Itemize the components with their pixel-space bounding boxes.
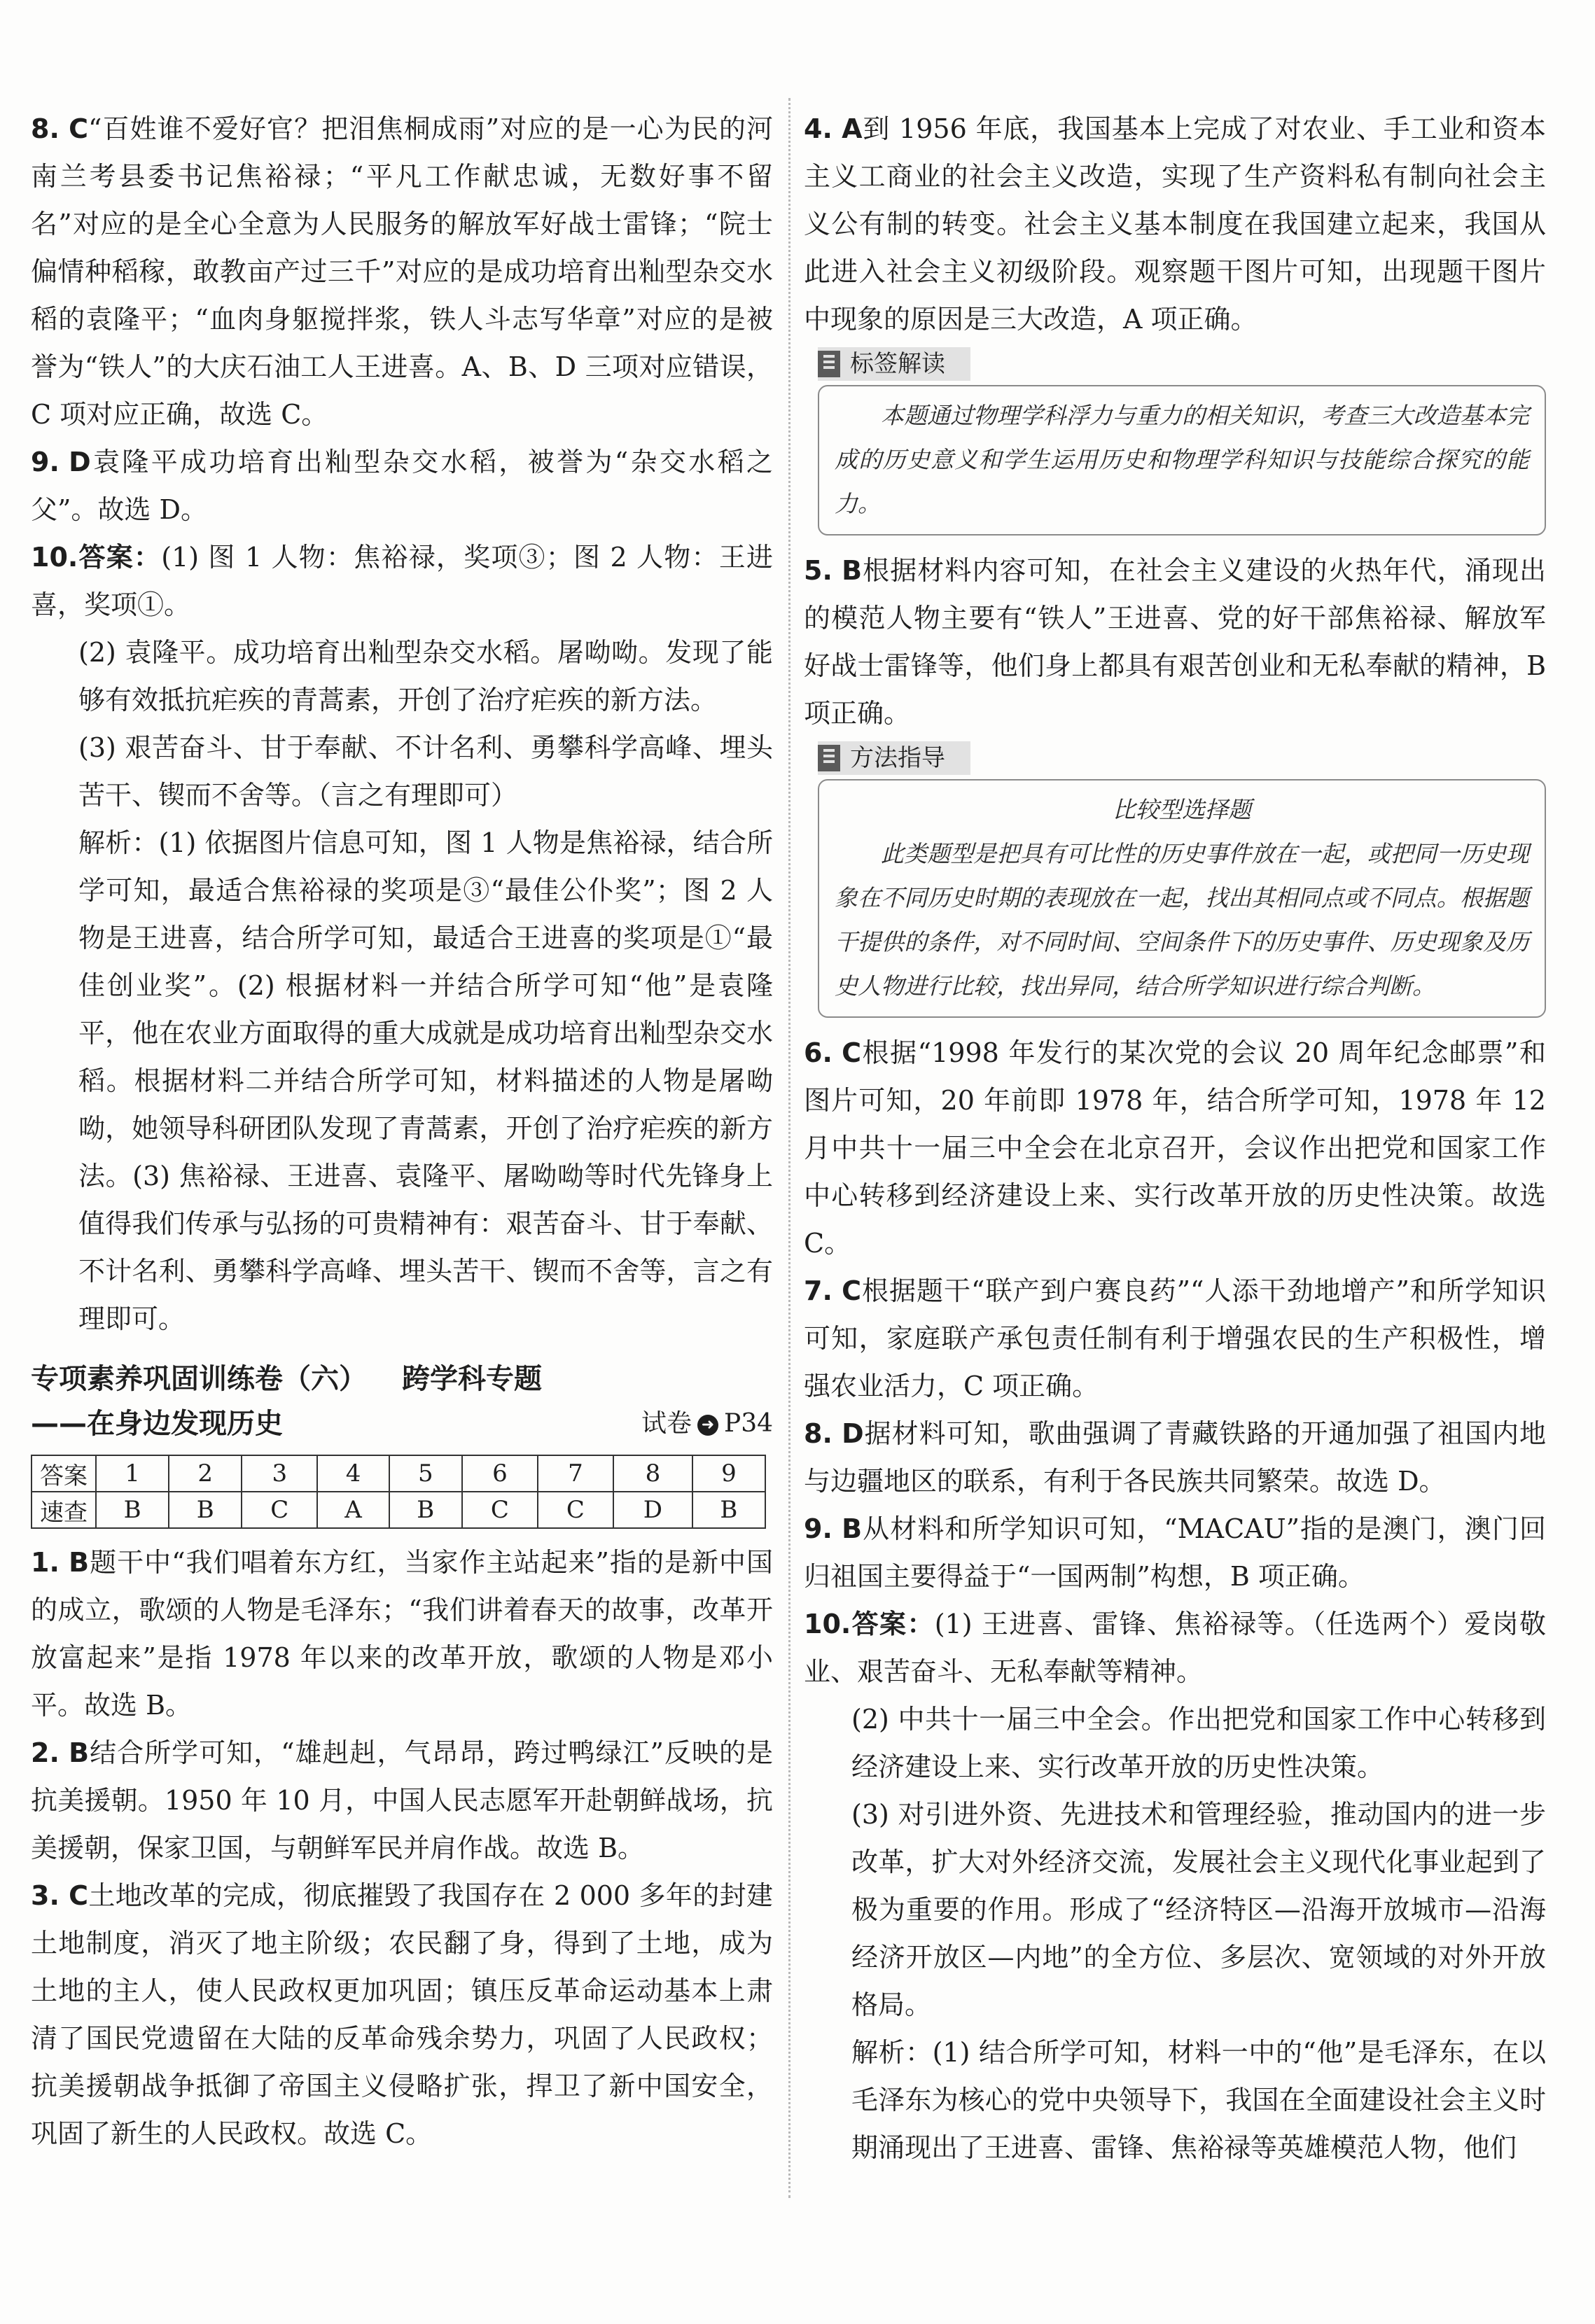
tag-box-content — [818, 385, 1546, 536]
item-number: 7. C — [804, 1275, 861, 1306]
item-number: 10. — [31, 542, 78, 573]
tag-label-text: 标签解读 — [850, 350, 945, 378]
item-number: 8. C — [31, 113, 88, 144]
analysis-text: (1) 结合所学可知，材料一中的“他”是毛泽东，在以毛泽东为核心的党中央领导下，我国在全面建设社会主义时期涌现出了王进喜、雷锋、焦裕禄等英雄模范人物，他们 — [851, 2037, 1546, 2163]
table-cell: 2 — [169, 1455, 242, 1492]
answer-item-7 — [804, 1267, 1546, 1410]
item-text: “百姓谁不爱好官？把泪焦桐成雨”对应的是一心为民的河南兰考县委书记焦裕禄；“平凡工作献忠诚，无数好事不留名”对应的是全心全意为人民服务的解放军好战士雷锋；“院士偏情种稻稼，敢教亩产过三千”对应的是成功培育出籼型杂交水稻的袁隆平；“血肉身躯搅拌浆，铁人斗志写华章”对应的是被誉为“铁人”的大庆石油工人王进喜。A、B、D 三项对应错误，C 项对应正确，故选 C。 — [31, 113, 773, 430]
answer-part-2: (2) 中共十一届三中全会。作出把党和国家工作中心转移到经济建设上来、实行改革开放的历史性决策。 — [851, 1704, 1546, 1782]
method-heading: 比较型选择题 — [1113, 796, 1251, 823]
item-text: 据材料可知，歌曲强调了青藏铁路的开通加强了祖国内地与边疆地区的联系，有利于各民族共同繁荣。故选 D。 — [804, 1418, 1546, 1497]
table-row — [32, 1455, 765, 1492]
item-number: 1. B — [31, 1547, 90, 1578]
answer-part-2: (2) 袁隆平。成功培育出籼型杂交水稻。屠呦呦。发现了能够有效抵抗疟疾的青蒿素，开创了治疗疟疾的新方法。 — [78, 637, 773, 715]
analysis — [804, 2029, 1546, 2171]
item-text: 土地改革的完成，彻底摧毁了我国存在 2 000 多年的封建土地制度，消灭了地主阶级；农民翻了身，得到了土地，成为土地的主人，使人民政权更加巩固；镇压反革命运动基本上肃清了国民党遗留在大陆的反革命残余势力，巩固了人民政权；抗美援朝战争抵御了帝国主义侵略扩张，捍卫了新中国安全，巩固了新生的人民政权。故选 C。 — [31, 1880, 773, 2149]
item-text: 根据材料内容可知，在社会主义建设的火热年代，涌现出的模范人物主要有“铁人”王进喜、党的好干部焦裕禄、解放军好战士雷锋等，他们身上都具有艰苦创业和无私奉献的精神，B 项正确。 — [804, 555, 1546, 729]
tag-label — [818, 347, 970, 381]
answer-part-3: (3) 艰苦奋斗、甘于奉献、不计名利、勇攀科学高峰、埋头苦干、锲而不舍等。（言之有理即可） — [78, 732, 773, 811]
item-number: 10. — [804, 1609, 851, 1639]
table-row — [32, 1492, 765, 1528]
answer-item-8 — [804, 1410, 1546, 1505]
tag-icon — [818, 745, 840, 771]
table-cell: C — [538, 1492, 613, 1528]
tag-box-text: 本题通过物理学科浮力与重力的相关知识，考查三大改造基本完成的历史意义和学生运用历史和物理学科知识与技能综合探究的能力。 — [835, 402, 1529, 517]
answer-item-8 — [31, 105, 773, 438]
item-number: 6. C — [804, 1037, 861, 1068]
table-cell: B — [389, 1492, 462, 1528]
item-text: 题干中“我们唱着东方红，当家作主站起来”指的是新中国的成立，歌颂的人物是毛泽东；“我们讲着春天的故事，改革开放富起来”是指 1978 年以来的改革开放，歌颂的人物是邓小平。故选 B。 — [31, 1547, 773, 1721]
answer-part-3: (3) 对引进外资、先进技术和管理经验，推动国内的进一步改革，扩大对外经济交流，发展社会主义现代化事业起到了极为重要的作用。形成了“经济特区—沿海开放城市—沿海经济开放区—内地”的全方位、多层次、宽领域的对外开放格局。 — [851, 1799, 1546, 2020]
method-text: 此类题型是把具有可比性的历史事件放在一起，或把同一历史现象在不同历史时期的表现放在一起，找出其相同点或不同点。根据题干提供的条件，对不同时间、空间条件下的历史事件、历史现象及历史人物进行比较，找出异同，结合所学知识进行综合判断。 — [835, 840, 1529, 1000]
reference-page: P34 — [723, 1409, 773, 1438]
item-number: 9. B — [804, 1513, 863, 1544]
left-column — [31, 105, 773, 2157]
item-number: 3. C — [31, 1880, 88, 1911]
answer-item-4 — [804, 105, 1546, 343]
item-number: 4. A — [804, 113, 863, 144]
table-cell: 7 — [538, 1455, 613, 1492]
tag-label-text: 方法指导 — [850, 744, 945, 772]
answer-label: 答案： — [851, 1609, 935, 1639]
tag-label — [818, 741, 970, 775]
section-title — [31, 1357, 773, 1401]
table-cell: 9 — [692, 1455, 765, 1492]
table-cell: 5 — [389, 1455, 462, 1492]
answer-item-2 — [31, 1729, 773, 1872]
item-text: 根据题干“联产到户赛良药”“人添干劲地增产”和所学知识可知，家庭联产承包责任制有利于增强农民的生产积极性，增强农业活力，C 项正确。 — [804, 1275, 1546, 1401]
right-column — [804, 105, 1546, 2171]
section-subtitle: ——在身边发现历史 — [31, 1408, 283, 1440]
analysis-label: 解析： — [851, 2037, 933, 2068]
table-cell: D — [613, 1492, 692, 1528]
column-divider — [788, 98, 790, 2198]
item-number: 9. D — [31, 447, 91, 477]
table-cell: A — [317, 1492, 389, 1528]
table-cell: B — [692, 1492, 765, 1528]
section-title-text: 专项素养巩固训练卷（六） — [31, 1363, 367, 1395]
analysis-label: 解析： — [78, 827, 159, 858]
analysis-text: (1) 依据图片信息可知，图 1 人物是焦裕禄，结合所学可知，最适合焦裕禄的奖项是③“最佳公仆奖”；图 2 人物是王进喜，结合所学可知，最适合王进喜的奖项是①“最佳创业奖”。(2) 根据材料一并结合所学可知“他”是袁隆平，他在农业方面取得的重大成就是成功培育出籼型杂交水稻。根据材料二并结合所学可知，材料描述的人物是屠呦呦，她领导科研团队发现了青蒿素，开创了治疗疟疾的新方法。(3) 焦裕禄、王进喜、袁隆平、屠呦呦等时代先锋身上值得我们传承与弘扬的可贵精神有：艰苦奋斗、甘于奉献、不计名利、勇攀科学高峰、埋头苦干、锲而不舍等，言之有理即可。 — [78, 827, 773, 1334]
answer-item-1 — [31, 1539, 773, 1729]
table-cell: 8 — [613, 1455, 692, 1492]
table-cell: B — [96, 1492, 169, 1528]
table-cell: 4 — [317, 1455, 389, 1492]
reference-label: 试卷 — [641, 1409, 692, 1438]
tag-icon — [818, 351, 840, 377]
answer-part-1: (1) 图 1 人物：焦裕禄，奖项③；图 2 人物：王进喜，奖项①。 — [31, 542, 773, 620]
analysis — [31, 819, 773, 1343]
item-text: 根据“1998 年发行的某次党的会议 20 周年纪念邮票”和图片可知，20 年前即 1978 年，结合所学可知，1978 年 12 月中共十一届三中全会在北京召开，会议作出把党和国家工作中心转移到经济建设上来、实行改革开放的历史性决策。故选 C。 — [804, 1037, 1546, 1259]
answer-item-9 — [804, 1505, 1546, 1600]
item-number: 5. B — [804, 555, 863, 586]
method-box-content — [818, 779, 1546, 1018]
section-topic: 跨学科专题 — [402, 1363, 542, 1395]
item-text: 结合所学可知，“雄赳赳，气昂昂，跨过鸭绿江”反映的是抗美援朝。1950 年 10 月，中国人民志愿军开赴朝鲜战场，抗美援朝，保家卫国，与朝鲜军民并肩作战。故选 B。 — [31, 1737, 773, 1863]
section-subtitle-row — [31, 1401, 773, 1446]
arrow-right-icon: ➜ — [697, 1415, 718, 1436]
table-header-cell: 速查 — [32, 1492, 96, 1528]
table-cell: 1 — [96, 1455, 169, 1492]
answer-item-5 — [804, 547, 1546, 737]
answer-quick-check-table — [31, 1455, 766, 1529]
paper-reference — [641, 1401, 773, 1446]
table-cell: C — [242, 1492, 317, 1528]
table-cell: C — [462, 1492, 538, 1528]
item-text: 袁隆平成功培育出籼型杂交水稻，被誉为“杂交水稻之父”。故选 D。 — [31, 447, 773, 525]
answer-item-10 — [804, 1600, 1546, 1695]
answer-item-3 — [31, 1872, 773, 2157]
answer-label: 答案： — [78, 542, 162, 573]
item-text: 从材料和所学知识可知，“MACAU”指的是澳门，澳门回归祖国主要得益于“一国两制”构想，B 项正确。 — [804, 1513, 1546, 1592]
answer-item-6 — [804, 1029, 1546, 1267]
answer-item-9 — [31, 438, 773, 533]
answer-part-1: (1) 王进喜、雷锋、焦裕禄等。（任选两个）爱岗敬业、艰苦奋斗、无私奉献等精神。 — [804, 1609, 1546, 1687]
tag-interpretation-box — [818, 347, 1546, 536]
table-cell: 3 — [242, 1455, 317, 1492]
item-text: 到 1956 年底，我国基本上完成了对农业、手工业和资本主义工商业的社会主义改造，实现了生产资料私有制向社会主义公有制的转变。社会主义基本制度在我国建立起来，我国从此进入社会主义初级阶段。观察题干图片可知，出现题干图片中现象的原因是三大改造，A 项正确。 — [804, 113, 1546, 335]
table-cell: B — [169, 1492, 242, 1528]
answer-item-10 — [31, 533, 773, 629]
table-cell: 6 — [462, 1455, 538, 1492]
table-header-cell: 答案 — [32, 1455, 96, 1492]
item-number: 8. D — [804, 1418, 864, 1449]
item-number: 2. B — [31, 1737, 90, 1768]
method-guide-box — [818, 741, 1546, 1018]
